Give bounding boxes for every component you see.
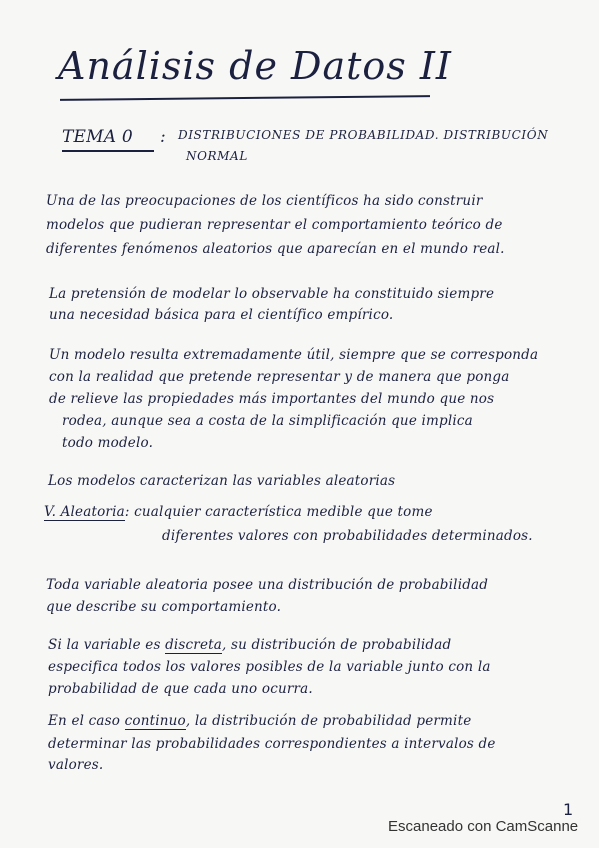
p7-line-2: especifica todos los valores posibles de la variable junto con la bbox=[48, 659, 491, 675]
p5-line-2: diferentes valores con probabilidades determinados. bbox=[162, 528, 533, 544]
p1-line-3: diferentes fenómenos aleatorios que aparecían en el mundo real. bbox=[46, 241, 505, 257]
tema-colon: : bbox=[160, 127, 166, 147]
page-number: 1 bbox=[563, 800, 574, 819]
p5-line-1 bbox=[44, 504, 433, 520]
tema-underline bbox=[62, 150, 154, 152]
p7-line-1: Si la variable es discreta, su distribución de probabilidad bbox=[48, 637, 452, 653]
p6-line-2: que describe su comportamiento. bbox=[46, 599, 282, 615]
p8-line-2: determinar las probabilidades correspondientes a intervalos de bbox=[48, 736, 496, 752]
p6-line-1: Toda variable aleatoria posee una distribución de probabilidad bbox=[46, 577, 489, 593]
p1-line-2: modelos que pudieran representar el comportamiento teórico de bbox=[46, 217, 503, 233]
page-title: Análisis de Datos II bbox=[58, 44, 452, 88]
p2-line-2: una necesidad básica para el científico empírico. bbox=[49, 307, 394, 323]
p2-line-1: La pretensión de modelar lo observable ha constituido siempre bbox=[49, 286, 495, 302]
p8-line-3: valores. bbox=[48, 757, 104, 773]
p3-line-4: rodea, aunque sea a costa de la simplificación que implica bbox=[62, 413, 473, 429]
p3-line-5: todo modelo. bbox=[62, 435, 154, 451]
discreta-term: discreta bbox=[165, 637, 223, 653]
p8-line-1: En el caso continuo, la distribución de probabilidad permite bbox=[48, 713, 472, 729]
continuo-term: continuo bbox=[124, 713, 186, 729]
p7-line-3: probabilidad de que cada uno ocurra. bbox=[48, 681, 313, 697]
p3-line-1: Un modelo resulta extremadamente útil, siempre que se corresponda bbox=[49, 347, 539, 363]
p3-line-2: con la realidad que pretende representar y de manera que ponga bbox=[49, 369, 510, 385]
p3-line-3: de relieve las propiedades más importantes del mundo que nos bbox=[49, 391, 495, 407]
heading-line-2: NORMAL bbox=[186, 149, 248, 163]
scanner-watermark: Escaneado con CamScanne bbox=[388, 818, 579, 835]
title-underline bbox=[60, 95, 430, 101]
aleatoria-term: V. Aleatoria bbox=[44, 504, 125, 520]
tema-label: TEMA 0 bbox=[62, 127, 133, 147]
aleatoria-definition: : cualquier característica medible que tome bbox=[124, 504, 433, 520]
heading-line-1: DISTRIBUCIONES DE PROBABILIDAD. DISTRIBUCIÓN bbox=[178, 128, 549, 142]
p1-line-1: Una de las preocupaciones de los científicos ha sido construir bbox=[46, 193, 483, 209]
p4-line-1: Los modelos caracterizan las variables aleatorias bbox=[48, 473, 396, 489]
